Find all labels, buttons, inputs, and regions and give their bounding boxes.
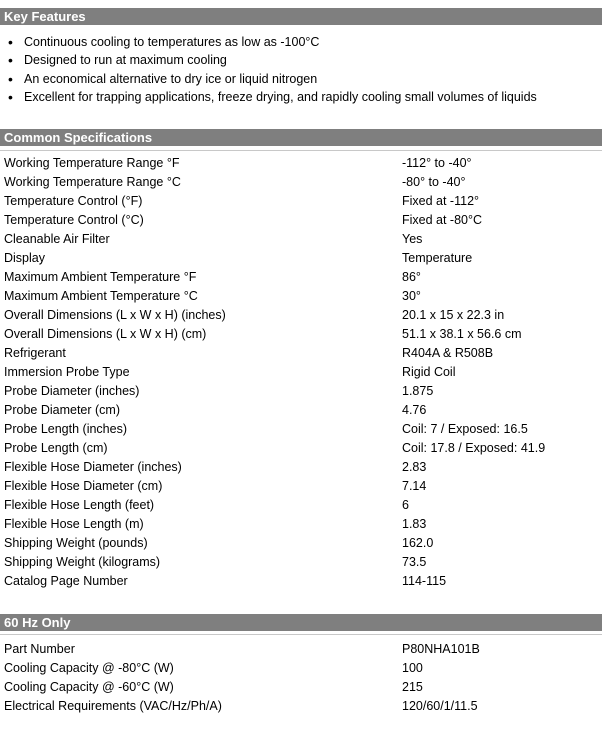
spec-label: Maximum Ambient Temperature °F [4,270,197,284]
spec-value: -112° to -40° [402,156,472,170]
spec-label: Shipping Weight (pounds) [4,536,148,550]
spec-row [0,287,602,306]
spec-label: Flexible Hose Length (feet) [4,498,155,512]
spec-row [0,420,602,439]
key-features-header: Key Features [0,8,602,25]
spec-row [0,211,602,230]
spec-row [0,439,602,458]
hz60-table [0,640,602,716]
spec-label: Probe Diameter (cm) [4,403,120,417]
spec-label: Refrigerant [4,346,66,360]
feature-item: • An economical alternative to dry ice or liquid nitrogen [24,70,602,88]
divider [0,634,602,635]
spec-label: Catalog Page Number [4,574,128,588]
spec-row [0,553,602,572]
spec-label: Working Temperature Range °F [4,156,180,170]
spec-row [0,697,602,716]
spec-label: Overall Dimensions (L x W x H) (inches) [4,308,226,322]
spec-row [0,325,602,344]
spec-label: Probe Diameter (inches) [4,384,140,398]
hz60-header: 60 Hz Only [0,614,602,631]
spec-row [0,249,602,268]
spec-label: Part Number [4,642,75,656]
spec-value: Rigid Coil [402,365,456,379]
spec-value: 51.1 x 38.1 x 56.6 cm [402,327,522,341]
spec-row [0,173,602,192]
spec-label: Immersion Probe Type [4,365,130,379]
spec-value: 20.1 x 15 x 22.3 in [402,308,505,322]
spec-row [0,477,602,496]
spec-row [0,230,602,249]
spec-value: 162.0 [402,536,434,550]
spec-row [0,344,602,363]
spec-label: Probe Length (inches) [4,422,127,436]
common-specs-table [0,154,602,591]
spec-value: R404A & R508B [402,346,494,360]
spec-value: 100 [402,661,423,675]
spec-label: Working Temperature Range °C [4,175,181,189]
spec-label: Flexible Hose Length (m) [4,517,144,531]
spec-label: Cleanable Air Filter [4,232,110,246]
spec-value: Coil: 7 / Exposed: 16.5 [402,422,528,436]
spec-label: Electrical Requirements (VAC/Hz/Ph/A) [4,699,222,713]
spec-value: 6 [402,498,409,512]
spec-label: Display [4,251,45,265]
spec-row [0,640,602,659]
spec-value: 7.14 [402,479,427,493]
spec-label: Cooling Capacity @ -60°C (W) [4,680,174,694]
spec-label: Cooling Capacity @ -80°C (W) [4,661,174,675]
spec-label: Overall Dimensions (L x W x H) (cm) [4,327,207,341]
key-features-list [0,33,602,106]
spec-value: 30° [402,289,421,303]
spec-label: Maximum Ambient Temperature °C [4,289,198,303]
spec-row [0,306,602,325]
spec-row [0,382,602,401]
spec-value: 1.83 [402,517,427,531]
spec-row [0,515,602,534]
spec-row [0,363,602,382]
spec-label: Probe Length (cm) [4,441,108,455]
spec-value: 4.76 [402,403,427,417]
spec-label: Flexible Hose Diameter (inches) [4,460,182,474]
spec-row [0,192,602,211]
spec-value: 114-115 [402,574,447,588]
spec-value: -80° to -40° [402,175,466,189]
spec-label: Flexible Hose Diameter (cm) [4,479,163,493]
spec-value: 120/60/1/11.5 [402,699,478,713]
spec-label: Temperature Control (°F) [4,194,143,208]
spec-label: Shipping Weight (kilograms) [4,555,161,569]
spec-row [0,458,602,477]
spec-row [0,572,602,591]
spec-value: 2.83 [402,460,427,474]
spec-row [0,268,602,287]
spec-row [0,154,602,173]
feature-item: • Excellent for trapping applications, freeze drying, and rapidly cooling small volumes of liquids [24,88,602,106]
divider [0,150,602,151]
spec-value: 86° [402,270,421,284]
common-specs-header: Common Specifications [0,129,602,146]
spec-value: 1.875 [402,384,434,398]
spec-row [0,678,602,697]
spec-value: Fixed at -80°C [402,213,483,227]
spec-value: 73.5 [402,555,427,569]
spec-value: Temperature [402,251,473,265]
spec-row [0,534,602,553]
spec-row [0,659,602,678]
spec-value: Coil: 17.8 / Exposed: 41.9 [402,441,546,455]
spec-row [0,401,602,420]
spec-label: Temperature Control (°C) [4,213,144,227]
feature-item: • Designed to run at maximum cooling [24,51,602,69]
spec-value: 215 [402,680,423,694]
spec-value: P80NHA101B [402,642,480,656]
spec-row [0,496,602,515]
spec-value: Yes [402,232,423,246]
spec-value: Fixed at -112° [402,194,480,208]
feature-item: • Continuous cooling to temperatures as low as -100°C [24,33,602,51]
